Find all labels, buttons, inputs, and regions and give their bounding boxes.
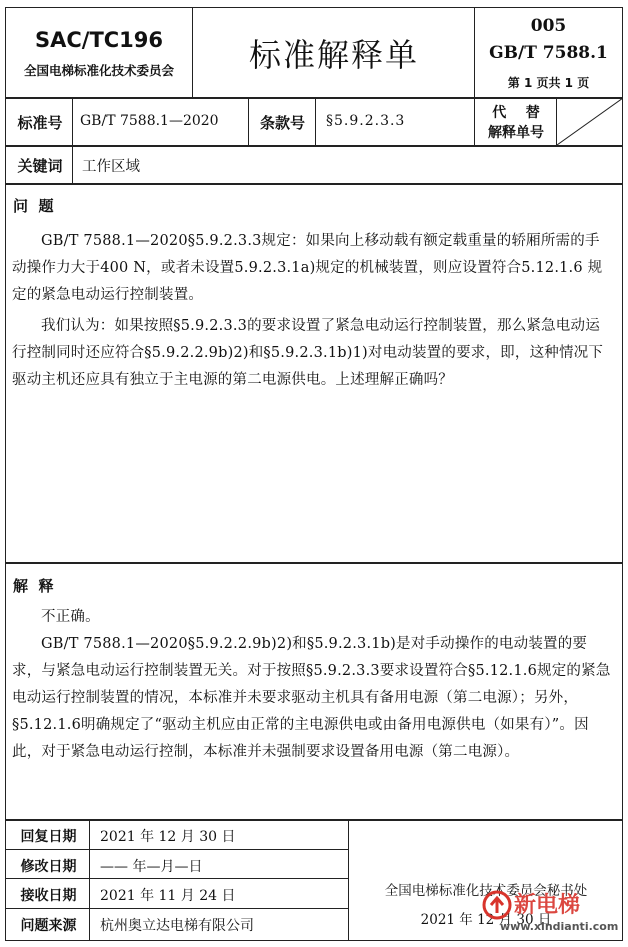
footer-row-line-2	[5, 878, 349, 879]
answer-body	[12, 604, 612, 766]
header-divider-2	[474, 7, 475, 97]
document-frame	[5, 7, 623, 941]
answer-bottom-line	[5, 819, 623, 821]
footer-label-divider	[89, 819, 90, 941]
question-paragraph: 我们认为：如果按照§5.9.2.3.3的要求设置了紧急电动运行控制装置，那么紧急电动运行控制同时还应符合§5.9.2.2.9b)2)和§5.9.2.3.1b)1)对电动装置的要求，即，这种情况下驱动主机还应具有独立于主电源的第二电源供电。上述理解正确吗？	[12, 318, 604, 388]
watermark	[480, 886, 620, 938]
replace-label-line2: 解释单号	[488, 125, 544, 141]
clause-number-label: 条款号	[259, 114, 305, 132]
answer-paragraph: GB/T 7588.1—2020§5.9.2.2.9b)2)和§5.9.2.3.1b)是对手动操作的电动装置的要求，与紧急电动运行控制装置无关。对于按照§5.9.2.3.3要求设置符合§5.12.1.6规定的紧急电动运行控制装置的情况，本标准并未要求驱动主机具有备用电源（第二电源）；另外，§5.12.1.6明确规定了“驱动主机应由正常的主电源供电或由备用电源供电（如果有）”。因此，对于紧急电动运行控制，本标准并未强制要求设置备用电源（第二电源）。	[12, 636, 611, 760]
keyword-divider	[72, 145, 73, 183]
receive-date-label: 接收日期	[20, 888, 77, 904]
question-paragraph: GB/T 7588.1—2020§5.9.2.3.3规定：如果向上移动载有额定载重量的轿厢所需的手动操作力大于400 N，或者未设置5.9.2.3.1a)规定的机械装置，则应设置符合5.12.1.6 规定的紧急电动运行控制装置。	[12, 233, 603, 303]
keyword-value: 工作区域	[82, 159, 140, 175]
question-heading: 问 题	[13, 197, 54, 215]
receive-date-value: 2021 年 11 月 24 日	[100, 888, 236, 904]
info-divider-2	[248, 97, 249, 145]
answer-paragraph: 不正确。	[41, 609, 100, 625]
standard-number-label: 标准号	[17, 114, 63, 132]
footer-row-line-1	[5, 849, 349, 850]
modify-date-value: —— 年—月—日	[100, 859, 203, 875]
watermark-url: www.xindianti.com	[500, 920, 619, 933]
page-info: 第 1 页共 1 页	[507, 76, 590, 90]
question-source-value: 杭州奥立达电梯有限公司	[100, 918, 254, 934]
question-bottom-line	[5, 562, 623, 564]
reply-date-value: 2021 年 12 月 30 日	[100, 829, 236, 845]
replace-label-line1: 代 替	[492, 105, 540, 121]
keyword-label: 关键词	[17, 157, 63, 175]
info-divider-1	[72, 97, 73, 145]
clause-number-value: §5.9.2.3.3	[326, 113, 406, 129]
info-divider-3	[315, 97, 316, 145]
empty-cell-diagonal	[557, 98, 623, 145]
watermark-logo-text: 新电梯	[514, 893, 581, 918]
footer-value-divider	[348, 819, 349, 941]
question-body	[12, 228, 612, 394]
header-bottom-line	[5, 97, 623, 99]
document-title: 标准解释单	[248, 36, 419, 74]
footer-row-line-3	[5, 908, 349, 909]
standard-code: GB/T 7588.1	[489, 43, 608, 63]
info-bottom-line	[5, 145, 623, 147]
standard-number-value: GB/T 7588.1—2020	[80, 113, 219, 129]
answer-heading: 解 释	[13, 577, 54, 595]
modify-date-label: 修改日期	[20, 859, 77, 875]
document-number: 005	[530, 16, 567, 36]
org-name: 全国电梯标准化技术委员会	[23, 63, 174, 78]
info-divider-4	[474, 97, 475, 145]
signature-date: 2021 年 12 月 30 日	[420, 912, 552, 928]
header-divider-1	[192, 7, 193, 97]
org-code: SAC/TC196	[34, 28, 164, 52]
watermark-logo-icon	[482, 890, 512, 920]
keyword-bottom-line	[5, 183, 623, 185]
secretariat-name: 全国电梯标准化技术委员会秘书处	[384, 883, 588, 899]
question-source-label: 问题来源	[20, 918, 77, 934]
reply-date-label: 回复日期	[20, 829, 77, 845]
